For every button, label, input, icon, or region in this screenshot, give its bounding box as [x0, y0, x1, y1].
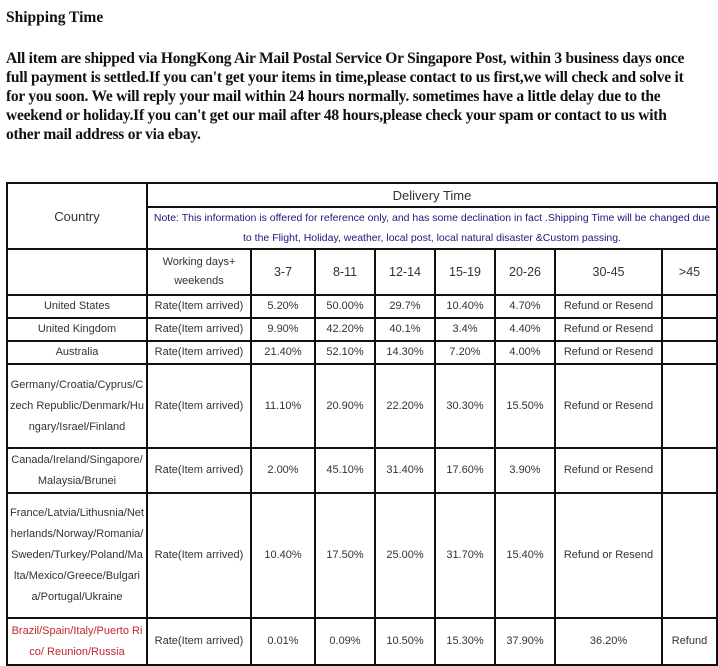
rate-value-cell: 31.40%: [375, 448, 435, 493]
rate-value-cell: 36.20%: [555, 618, 662, 665]
delivery-time-header: Delivery Time: [147, 183, 717, 207]
rate-value-cell: 10.40%: [435, 295, 495, 318]
range-header: 15-19: [435, 249, 495, 295]
rate-value-cell: 31.70%: [435, 493, 495, 618]
range-header: 12-14: [375, 249, 435, 295]
note-text: Note: This information is offered for reference only, and has some declination in fact .Shipping Time will be changed due to the Flight, Holiday, weather, local post, local natural disaster &Custom passing.: [147, 207, 717, 249]
rate-value-cell: 7.20%: [435, 341, 495, 364]
rate-value-cell: 29.7%: [375, 295, 435, 318]
rate-value-cell: 10.50%: [375, 618, 435, 665]
table-row: [7, 448, 717, 493]
rate-value-cell: 4.00%: [495, 341, 555, 364]
country-cell: Brazil/Spain/Italy/Puerto Rico/ Reunion/Russia: [7, 618, 147, 665]
rate-value-cell: Refund or Resend: [555, 448, 662, 493]
rate-value-cell: 42.20%: [315, 318, 375, 341]
country-cell: United Kingdom: [7, 318, 147, 341]
rate-value-cell: 21.40%: [251, 341, 315, 364]
rate-value-cell: 15.50%: [495, 364, 555, 448]
working-days-header: Working days+ weekends: [147, 249, 251, 295]
rate-value-cell: Refund or Resend: [555, 295, 662, 318]
rate-value-cell: 50.00%: [315, 295, 375, 318]
rate-value-cell: 11.10%: [251, 364, 315, 448]
rate-value-cell: 4.40%: [495, 318, 555, 341]
rate-label-cell: Rate(Item arrived): [147, 318, 251, 341]
range-header: 20-26: [495, 249, 555, 295]
shipping-time-table: [6, 182, 718, 666]
rate-value-cell: 20.90%: [315, 364, 375, 448]
rate-value-cell: 3.4%: [435, 318, 495, 341]
rate-value-cell: [662, 493, 717, 618]
rate-value-cell: 25.00%: [375, 493, 435, 618]
rate-value-cell: [662, 318, 717, 341]
rate-value-cell: 0.01%: [251, 618, 315, 665]
rate-value-cell: 9.90%: [251, 318, 315, 341]
rate-value-cell: [662, 448, 717, 493]
rate-value-cell: 17.60%: [435, 448, 495, 493]
rate-value-cell: 45.10%: [315, 448, 375, 493]
rate-value-cell: Refund or Resend: [555, 341, 662, 364]
rate-label-cell: Rate(Item arrived): [147, 295, 251, 318]
description-line: full payment is settled.If you can't get your items in time,please contact to us first,we will check and solve it: [6, 69, 684, 86]
rate-value-cell: Refund or Resend: [555, 318, 662, 341]
rate-label-cell: Rate(Item arrived): [147, 364, 251, 448]
range-header-row: [7, 249, 717, 295]
rate-value-cell: Refund or Resend: [555, 493, 662, 618]
rate-value-cell: [662, 295, 717, 318]
range-header: 30-45: [555, 249, 662, 295]
table-row: [7, 493, 717, 618]
country-header: Country: [7, 183, 147, 249]
rate-label-cell: Rate(Item arrived): [147, 341, 251, 364]
rate-value-cell: 30.30%: [435, 364, 495, 448]
range-header: >45: [662, 249, 717, 295]
table-row: [7, 295, 717, 318]
country-cell: United States: [7, 295, 147, 318]
rate-label-cell: Rate(Item arrived): [147, 618, 251, 665]
rate-value-cell: 52.10%: [315, 341, 375, 364]
page-title: Shipping Time: [6, 9, 104, 26]
rate-value-cell: 22.20%: [375, 364, 435, 448]
description-line: All item are shipped via HongKong Air Mail Postal Service Or Singapore Post, within 3 business days once: [6, 50, 685, 67]
country-cell: France/Latvia/Lithusnia/Netherlands/Norway/Romania/Sweden/Turkey/Poland/Malta/Mexico/Greece/Bulgaria/Portugal/Ukraine: [7, 493, 147, 618]
rate-value-cell: 0.09%: [315, 618, 375, 665]
country-cell: Germany/Croatia/Cyprus/Czech Republic/Denmark/Hungary/Israel/Finland: [7, 364, 147, 448]
rate-value-cell: 37.90%: [495, 618, 555, 665]
rate-value-cell: 14.30%: [375, 341, 435, 364]
rate-value-cell: 15.30%: [435, 618, 495, 665]
rate-value-cell: [662, 341, 717, 364]
rate-value-cell: Refund: [662, 618, 717, 665]
rate-value-cell: Refund or Resend: [555, 364, 662, 448]
rate-value-cell: 17.50%: [315, 493, 375, 618]
empty-cell: [7, 249, 147, 295]
shipping-description: [6, 49, 684, 144]
range-header: 8-11: [315, 249, 375, 295]
rate-value-cell: 3.90%: [495, 448, 555, 493]
description-line: for you soon. We will reply your mail within 24 hours normally. sometimes have a little delay due to the: [6, 88, 661, 105]
table-row: [7, 618, 717, 665]
rate-value-cell: 40.1%: [375, 318, 435, 341]
rate-label-cell: Rate(Item arrived): [147, 448, 251, 493]
range-header: 3-7: [251, 249, 315, 295]
description-line: weekend or holiday.If you can't get our mail after 48 hours,please check your spam or contact to us with: [6, 107, 667, 124]
country-cell: Canada/Ireland/Singapore/Malaysia/Brunei: [7, 448, 147, 493]
table-row: [7, 318, 717, 341]
header-row: [7, 183, 717, 207]
rate-value-cell: 15.40%: [495, 493, 555, 618]
table-row: [7, 364, 717, 448]
table-row: [7, 341, 717, 364]
rate-value-cell: 2.00%: [251, 448, 315, 493]
rate-value-cell: 10.40%: [251, 493, 315, 618]
rate-value-cell: 5.20%: [251, 295, 315, 318]
rate-label-cell: Rate(Item arrived): [147, 493, 251, 618]
rate-value-cell: [662, 364, 717, 448]
description-line: other mail address or via ebay.: [6, 126, 201, 143]
rate-value-cell: 4.70%: [495, 295, 555, 318]
country-cell: Australia: [7, 341, 147, 364]
